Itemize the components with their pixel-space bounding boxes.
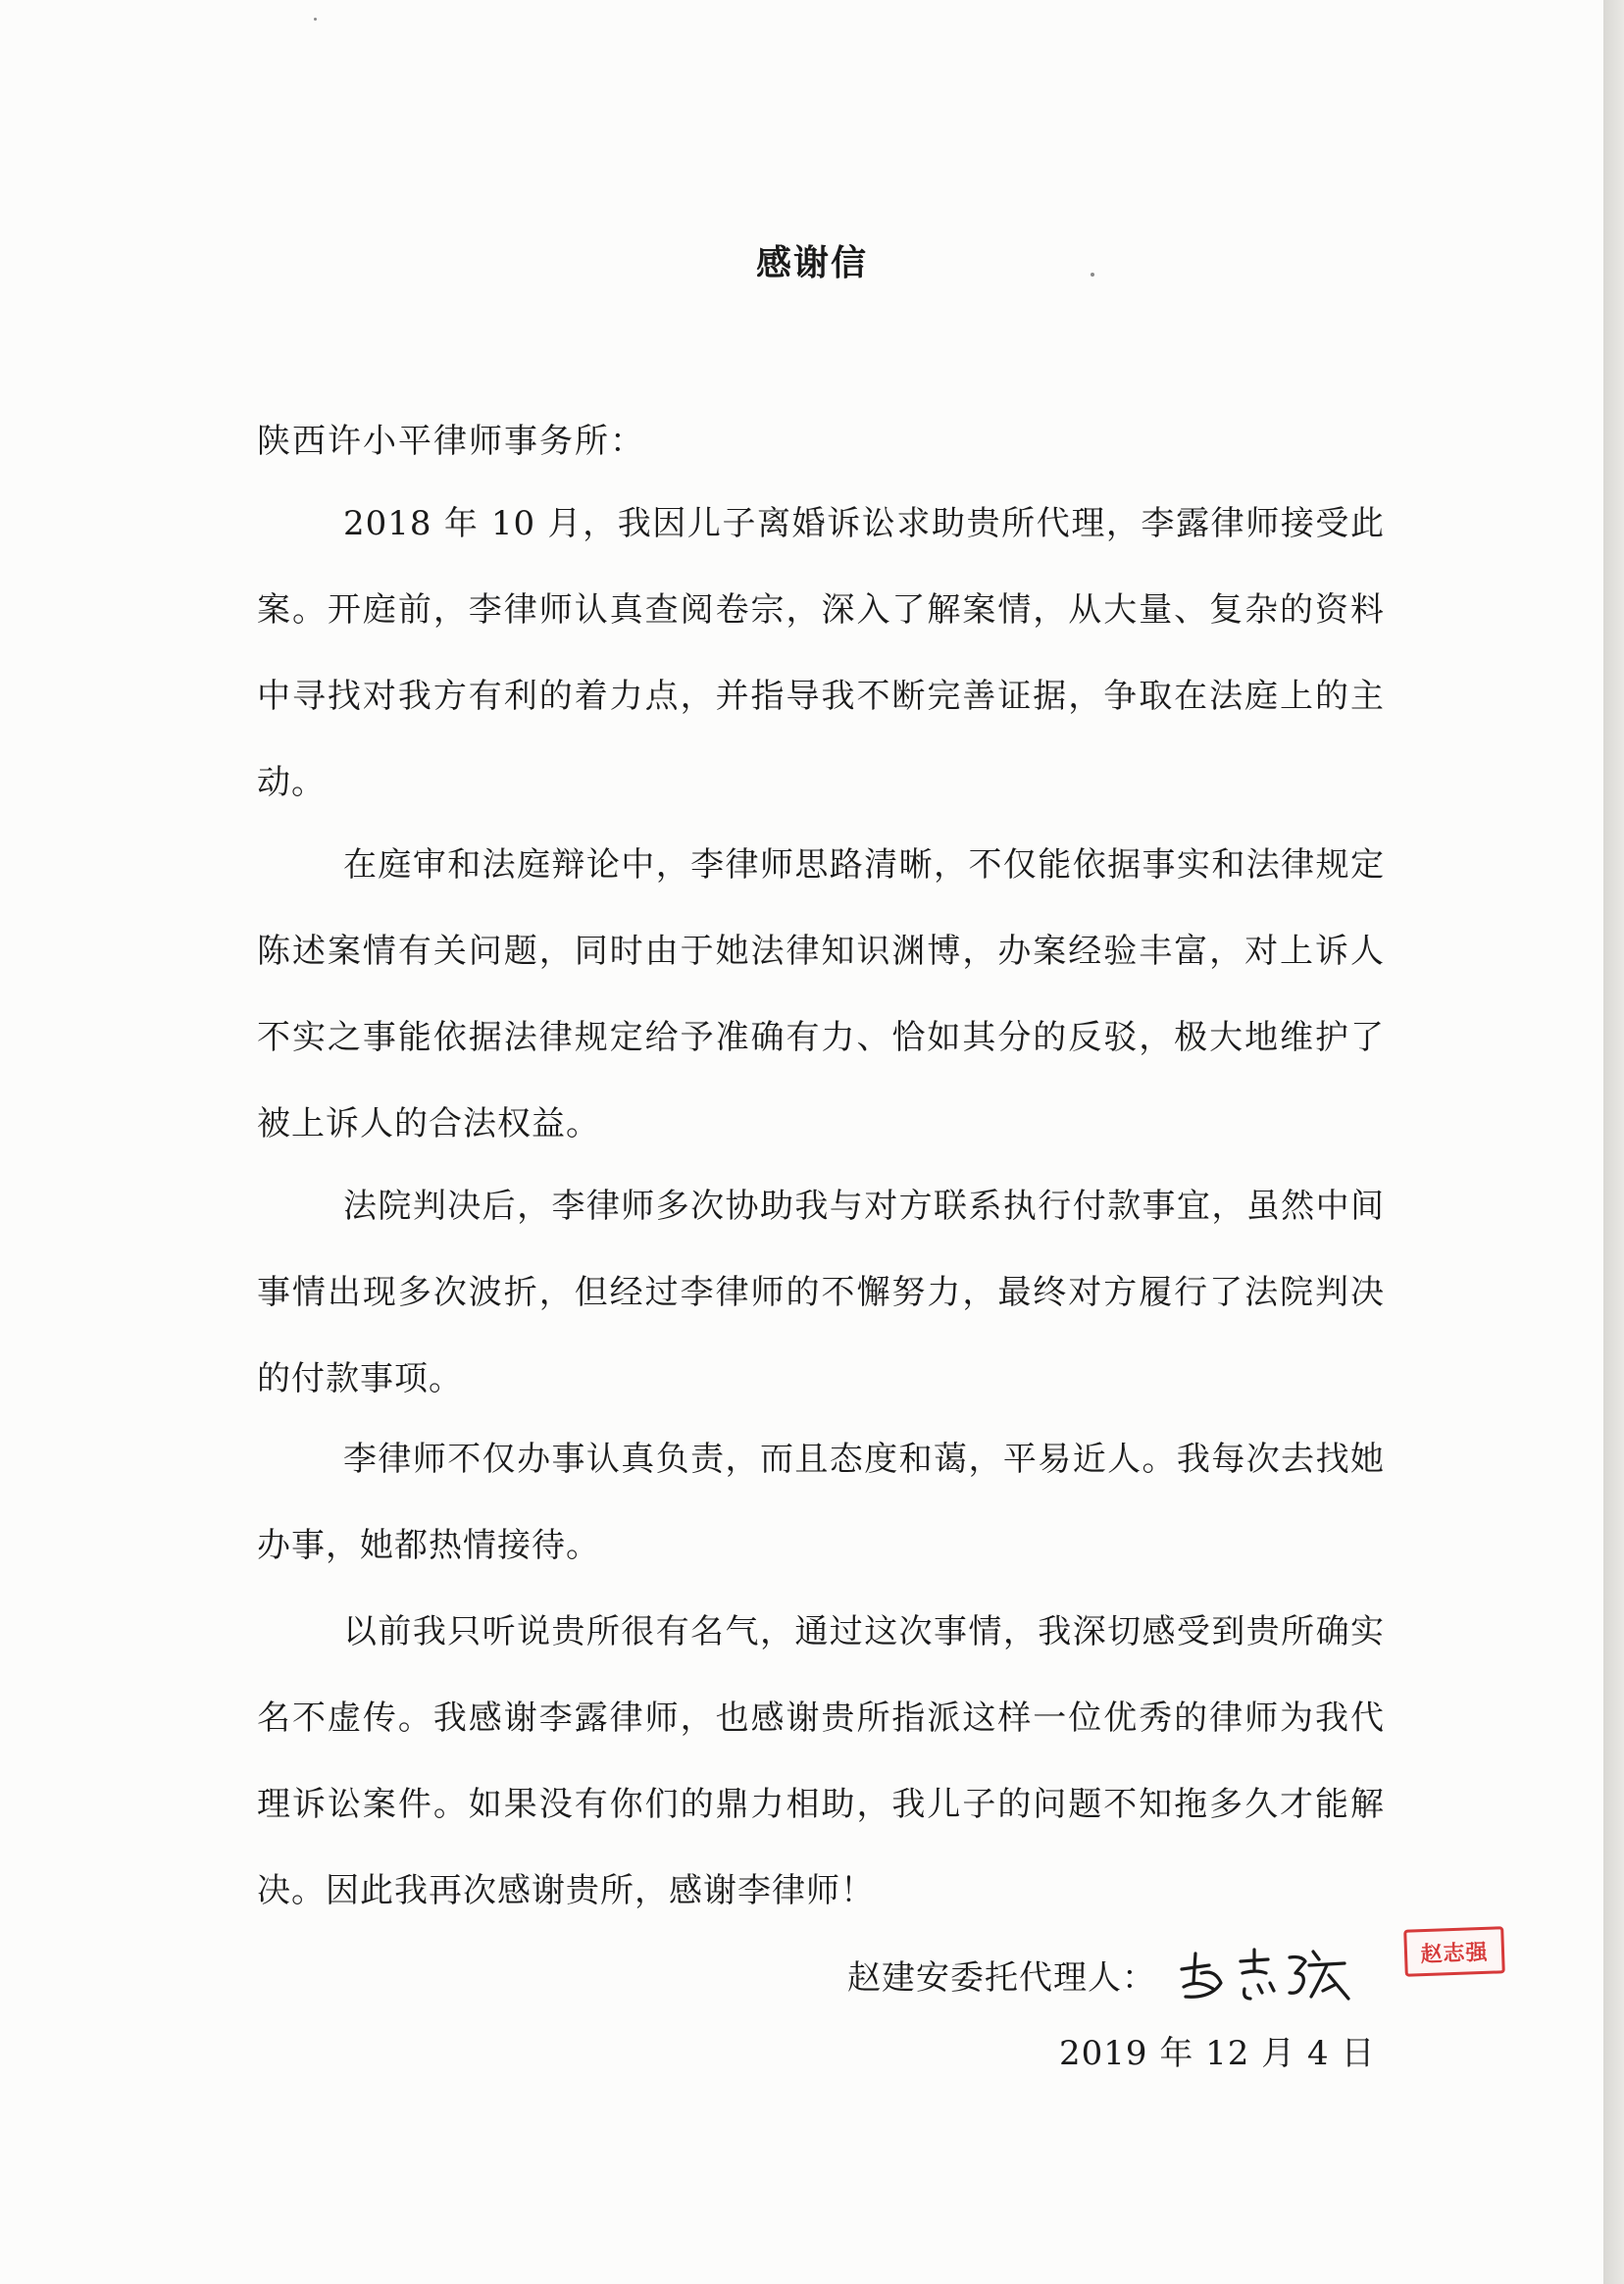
signature-line — [847, 1940, 1358, 2008]
letter-date: 2019 年 12 月 4 日 — [1059, 2034, 1376, 2073]
handwritten-signature — [1172, 1940, 1358, 2008]
letter-paragraph: 在庭审和法庭辩论中，李律师思路清晰，不仅能依据事实和法律规定陈述案情有关问题，同时由于她法律知识渊博，办案经验丰富，对上诉人不实之事能依据法律规定给予准确有力、恰如其分的反驳，极大地维护了被上诉人的合法权益。 — [257, 845, 1385, 1143]
name-seal-stamp: 赵志强 — [1403, 1926, 1505, 1977]
signature-label: 赵建安委托代理人： — [847, 1957, 1156, 1998]
letter-paragraph: 法院判决后，李律师多次协助我与对方联系执行付款事宜，虽然中间事情出现多次波折，但经过李律师的不懈努力，最终对方履行了法院判决的付款事项。 — [257, 1187, 1385, 1398]
letter-paragraph: 以前我只听说贵所很有名气，通过这次事情，我深切感受到贵所确实名不虚传。我感谢李露律师，也感谢贵所指派这样一位优秀的律师为我代理诉讼案件。如果没有你们的鼎力相助，我儿子的问题不知拖多久才能解决。因此我再次感谢贵所，感谢李律师！ — [257, 1612, 1385, 1910]
scan-edge — [1603, 0, 1624, 2284]
paper-speck — [314, 18, 317, 21]
letter-salutation: 陕西许小平律师事务所： — [257, 422, 645, 461]
letter-title: 感谢信 — [755, 243, 868, 283]
letter-paragraph: 2018 年 10 月，我因儿子离婚诉讼求助贵所代理，李露律师接受此案。开庭前，李律师认真查阅卷宗，深入了解案情，从大量、复杂的资料中寻找对我方有利的着力点，并指导我不断完善证据，争取在法庭上的主动。 — [257, 504, 1385, 802]
letter-paragraph: 李律师不仅办事认真负责，而且态度和蔼，平易近人。我每次去找她办事，她都热情接待。 — [257, 1440, 1385, 1565]
